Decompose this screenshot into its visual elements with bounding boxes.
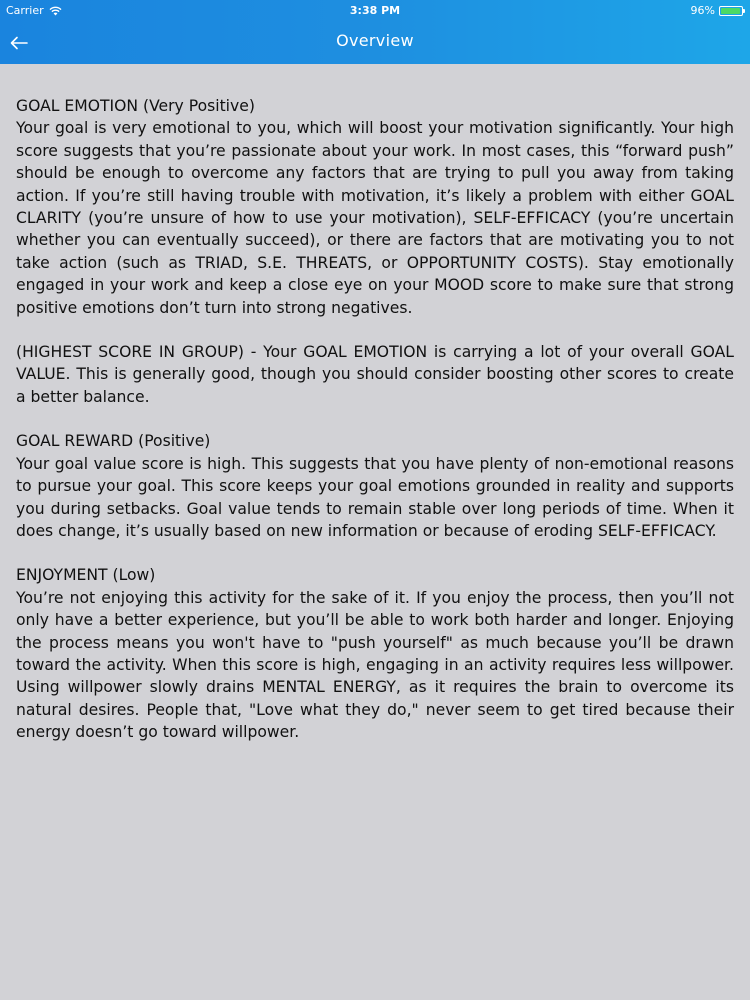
battery-level-fill [721,8,740,14]
back-button[interactable] [6,30,32,56]
section-heading: GOAL EMOTION (Very Positive) [16,97,255,115]
section-goal-reward [16,430,734,542]
battery-icon [719,6,743,16]
page-title: Overview [336,31,414,50]
battery-status [691,4,743,17]
section-goal-emotion [16,95,734,319]
section-body: Your goal is very emotional to you, which will boost your motivation significantly. Your high score suggests that you’re passionate about your work. In most cases, this “forward push” should be enough to overcome any factors that are trying to pull you away from taking action. If you’re still having trouble with motivation, it’s likely a problem with either GOAL CLARITY (you’re unsure of how to use your motivation), SELF-EFFICACY (you’re uncertain whether you can eventually succeed), or there are factors that are motivating you to not take action (such as TRIAD, S.E. THREATS, or OPPORTUNITY COSTS). Stay emotionally engaged in your work and keep a close eye on your MOOD score to make sure that strong positive emotions don’t turn into strong negatives. [16,119,734,317]
navigation-bar [0,22,750,64]
section-enjoyment [16,564,734,743]
battery-percent: 96% [690,4,715,17]
section-heading: ENJOYMENT (Low) [16,566,156,585]
overview-content [16,95,734,766]
section-body: (HIGHEST SCORE IN GROUP) - Your GOAL EMOTION is carrying a lot of your overall GOAL VALUE. This is generally good, though you should consider boosting other scores to create a better balance. [16,343,734,406]
section-highest-score-note [16,341,734,408]
status-time: 3:38 PM [349,4,401,17]
section-body: You’re not enjoying this activity for the sake of it. If you enjoy the process, then you’ll not only have a better experience, but you’ll be able to work both harder and longer. Enjoying the process means you won't have to "push yourself" as much because you’ll be drawn toward the activity. When this score is high, engaging in an activity requires less willpower. Using willpower slowly drains MENTAL ENERGY, as it requires the brain to overcome its natural desires. People that, "Love what they do," never seem to get tired because their energy doesn’t go toward willpower. [16,588,734,742]
section-heading: GOAL REWARD (Positive) [16,432,211,451]
section-body: Your goal value score is high. This suggests that you have plenty of non-emotional reasons to pursue your goal. This score keeps your goal emotions grounded in reality and supports you during setbacks. Goal value tends to remain stable over long periods of time. When it does change, it’s usually based on new information or because of eroding SELF-EFFICACY. [16,454,734,540]
carrier-label: Carrier [6,4,44,17]
app-header [0,0,750,64]
status-bar [0,0,750,22]
arrow-left-icon [10,36,28,50]
